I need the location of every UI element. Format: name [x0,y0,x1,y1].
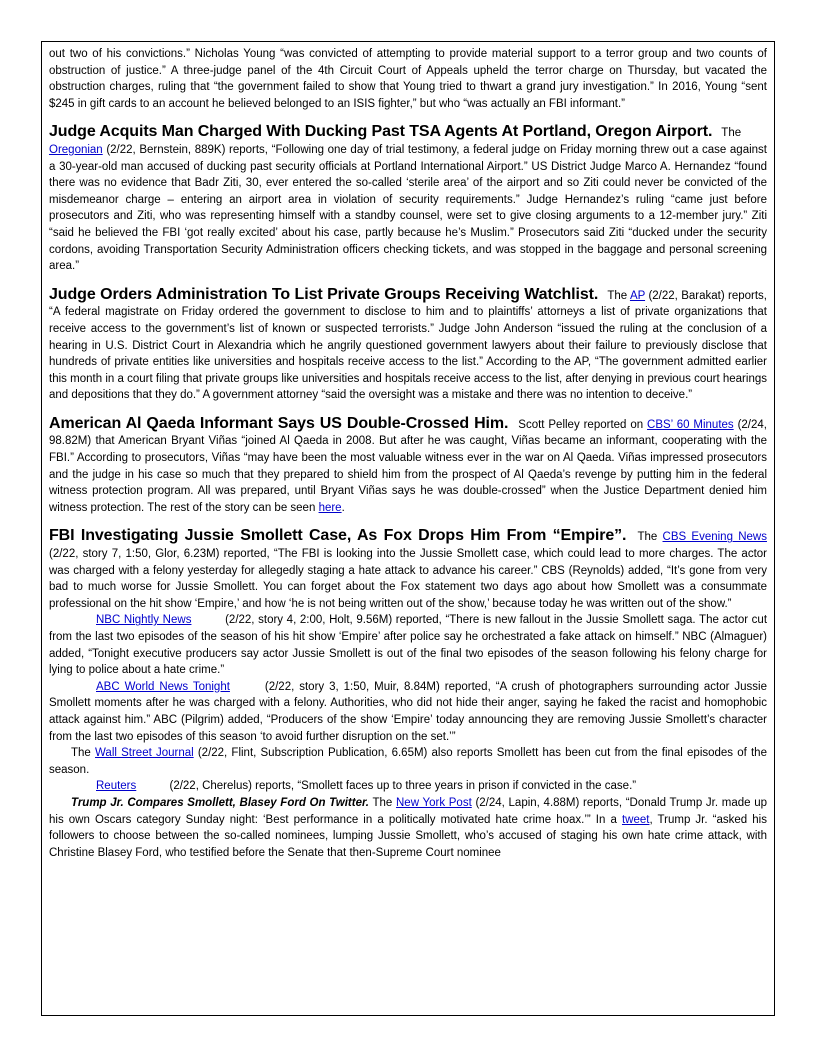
source-link-cbs-60-minutes[interactable]: CBS’ 60 Minutes [647,418,734,431]
here-link[interactable]: here [318,501,342,514]
source-link-abc-world-news-tonight[interactable]: ABC World News Tonight [96,680,230,693]
newsletter-content [49,46,767,861]
article-body: (2/22, story 4, 2:00, Holt, 9.56M) reported, “There is new fallout in the Jussie Smollett saga. The actor cut from the last two episodes of the season of his hit show ‘Empire’ after police say he orchestrated a fake attack on himself.” NBC (Almaguer) added, “Tonight executive producers say actor Jussie Smollett is out of the final two episodes of the season following his felony charge for lying to police about a hate crime.” [49,614,768,677]
source-link-wall-street-journal[interactable]: Wall Street Journal [95,747,194,760]
article-smollett-nbc [49,612,767,678]
article-body: (2/22, Cherelus) reports, “Smollett faces up to three years in prison if convicted in the case.” [169,780,637,793]
article-headline: Judge Acquits Man Charged With Ducking Past TSA Agents At Portland, Oregon Airport. [49,123,713,141]
article-body: (2/22, Flint, Subscription Publication, 6.65M) also reports Smollett has been cut from the final episodes of the season. [49,747,767,776]
article-continuation [49,46,767,112]
article-body: (2/22, Bernstein, 889K) reports, “Following one day of trial testimony, a federal judge on Friday morning threw out a case against a 30-year-old man accused of ducking past security officials at Portland International Airport.” US District Judge Marco A. Hernandez “found there was no evidence that Badr Ziti, 30, ever entered the so-called ‘sterile area’ of the airport and so Ziti could never be convicted of the misdemeanor charge – entering an airport area in violation of security requirements.” Judge Hernandez’s ruling “came just before prosecutors and Ziti, who was representing himself with a standby counsel, were set to give closing arguments to a 12-member jury.” Ziti “said he believed the FBI ‘got really excited’ about his case, partly because he’s Muslim.” Prosecutors said Ziti “ducked under the security cordons, avoiding Transportation Security Administration officers checking tickets, and was stopped in the baggage and personal screening area.” [49,143,767,273]
article-body: (2/24, Lapin, 4.88M) reports, “Donald Trump Jr. made up his own Oscars category Sunday night: ‘Best performance in a politically motivated hate crime hoax.’” In a [49,796,767,826]
article-smollett-reuters [49,778,767,795]
article-headline: American Al Qaeda Informant Says US Double-Crossed Him. [49,414,509,432]
article-al-qaeda-informant: American Al Qaeda Informant Says US Double-Crossed Him. Scott Pelley reported on CBS’ 60 Minutes (2/24, 98.82M) that American Bryant Viñas “joined Al Qaeda in 2008. But after he was caught, Viñas became an informant, cooperating with the FBI.” According to prosecutors, Viñas “may have been the most valuable witness ever in the war on Al Qaeda. Viñas impressed prosecutors and the judge in his case so much that they prepared to shield him from the prospect of Al Qaeda’s revenge by putting him in the federal witness protection program. All was prepared, until Bryant Viñas says he was double-crossed” when the Justice Department denied him witness protection. The rest of the story can be seen here. [49,414,767,514]
source-link-ap[interactable]: AP [629,289,646,302]
article-headline: FBI Investigating Jussie Smollett Case, As Fox Drops Him From “Empire”. [49,527,627,545]
article-body: (2/22, story 7, 1:50, Glor, 6.23M) reported, “The FBI is looking into the Jussie Smollett case, which could lead to more charges. The actor was charged with a felony yesterday for allegedly staging a hate attack to advance his career.” CBS (Reynolds) added, “It’s gone from very bad to much worse for Jussie Smollett. You can forget about the Fox statement two days ago about how Smollett was a consummate professional on the hit show ‘Empire,’ and how ‘he is not being written out of the show,’ because today he was written out of the show.” [49,548,767,610]
source-link-new-york-post[interactable]: New York Post [396,796,472,809]
article-trump-jr: Trump Jr. Compares Smollett, Blasey Ford On Twitter. The New York Post (2/24, Lapin, 4.88M) reports, “Donald Trump Jr. made up his own Oscars category Sunday night: ‘Best performance in a politically motivated hate crime hoax.’” In a tweet, Trump Jr. “asked his followers to choose between the so-called nominees, lumping Jussie Smollett, who’s accused of staging his own hate crime attack, with Christine Blasey Ford, who testified before the Senate that then-Supreme Court nominee [49,796,767,859]
paragraph-text: out two of his convictions.” Nicholas Young “was convicted of attempting to provide material support to a terror group and two counts of obstruction of justice.” A three-judge panel of the 4th Circuit Court of Appeals upheld the terror charge on Thursday, but vacated the obstruction charges, ruling that “the government failed to show that Young tried to thwart a grand jury investigation.” In 2016, Young “sent $245 in gift cards to an account he believed belonged to an ISIS fighter,” but who “was actually an FBI informant.” [49,48,767,110]
article-smollett: FBI Investigating Jussie Smollett Case, As Fox Drops Him From “Empire”. The CBS Evening News (2/22, story 7, 1:50, Glor, 6.23M) reported, “The FBI is looking into the Jussie Smollett case, which could lead to more charges. The actor was charged with a felony yesterday for allegedly staging a hate attack to advance his career.” CBS (Reynolds) added, “It’s gone from very bad to much worse for Jussie Smollett. You can forget about the Fox statement two days ago about how Smollett was a consummate professional on the hit show ‘Empire,’ and how ‘he is not being written out of the show,’ because today he was written out of the show.” [49,527,767,610]
source-link-nbc-nightly-news[interactable]: NBC Nightly News [96,614,192,627]
source-link-oregonian[interactable]: Oregonian [49,143,103,156]
article-smollett-wsj: The Wall Street Journal (2/22, Flint, Subscription Publication, 6.65M) also reports Smollett has been cut from the final episodes of the season. [49,747,767,776]
article-body: , Trump Jr. “asked his followers to choose between the so-called nominees, lumping Jussie Smollett, who’s accused of staging his own hate crime attack, with Christine Blasey Ford, who testified before the Senate that then-Supreme Court nominee [49,813,767,859]
tweet-link[interactable]: tweet [621,813,650,826]
article-watchlist: Judge Orders Administration To List Private Groups Receiving Watchlist. The AP (2/22, Barakat) reports, “A federal magistrate on Friday ordered the government to disclose to him and to plaintiffs’ attorneys a list of private organizations that receive access to the government’s list of known or suspected terrorists.” Judge John Anderson “issued the ruling at the conclusion of a hearing in U.S. District Court in Alexandria which he angrily questioned government lawyers about their failure to previously disclose that hundreds of private entities like universities and hospitals receive access to the list.” According to the AP, “The government admitted earlier this month in a court filing that private groups like universities and hospitals receive access to the list, after denying in previous court hearings and depositions that they do.” A government attorney “said the oversight was a mistake and there was no intention to deceive.” [49,285,767,402]
article-body: (2/24, 98.82M) that American Bryant Viñas “joined Al Qaeda in 2008. But after he was caught, Viñas became an informant, cooperating with the FBI.” According to prosecutors, Viñas “may have been the most valuable witness ever in the war on Al Qaeda. Viñas impressed prosecutors and the judge in his case so much that they prepared to shield him from the prospect of Al Qaeda’s revenge by putting him in the federal witness protection program. All was prepared, until Bryant Viñas says he was double-crossed” when the Justice Department denied him witness protection. The rest of the story can be seen [49,418,767,514]
article-body: (2/22, story 3, 1:50, Muir, 8.84M) reported, “A crush of photographers surrounding actor Jussie Smollett moments after he was charged with a felony. Authorities, who did not hide their anger, saying he faked the racist and homophobic attack against him.” ABC (Pilgrim) added, “Producers of the show ‘Empire’ today announcing they are removing Jussie Smollett’s character from the last two episodes of this season ‘to avoid further disruption on the set.’” [49,680,768,743]
article-smollett-abc [49,679,767,745]
source-link-cbs-evening-news[interactable]: CBS Evening News [662,531,767,544]
article-body: (2/22, Barakat) reports, “A federal magistrate on Friday ordered the government to disclose to him and to plaintiffs’ attorneys a list of private organizations that receive access to the government’s list of known or suspected terrorists.” Judge John Anderson “issued the ruling at the conclusion of a hearing in U.S. District Court in Alexandria which he angrily questioned government lawyers about their failure to previously disclose that hundreds of private entities like universities and hospitals receive access to the list.” According to the AP, “The government admitted earlier this month in a court filing that private groups like universities and hospitals receive access to the list, after denying in previous court hearings and depositions that they do.” A government attorney “said the oversight was a mistake and there was no intention to deceive.” [49,289,767,402]
article-subhead: Trump Jr. Compares Smollett, Blasey Ford On Twitter. [71,796,369,809]
article-portland-airport: Judge Acquits Man Charged With Ducking Past TSA Agents At Portland, Oregon Airport. The Oregonian (2/22, Bernstein, 889K) reports, “Following one day of trial testimony, a federal judge on Friday morning threw out a case against a 30-year-old man accused of ducking past security officials at Portland International Airport.” US District Judge Marco A. Hernandez “found there was no evidence that Badr Ziti, 30, ever entered the so-called ‘sterile area’ of the airport and so Ziti could never be convicted of the misdemeanor charge – entering an airport area in violation of security requirements.” Judge Hernandez’s ruling “came just before prosecutors and Ziti, who was representing himself with a standby counsel, were set to give closing arguments to a 12-member jury.” Ziti “said he believed the FBI ‘got really excited’ about his case, partly because he’s Muslim.” Prosecutors said Ziti “ducked under the security cordons, avoiding Transportation Security Administration officers checking tickets, and was stopped in the baggage and personal screening area.” [49,123,767,273]
article-headline: Judge Orders Administration To List Private Groups Receiving Watchlist. [49,285,599,303]
source-link-reuters[interactable]: Reuters [96,780,137,793]
